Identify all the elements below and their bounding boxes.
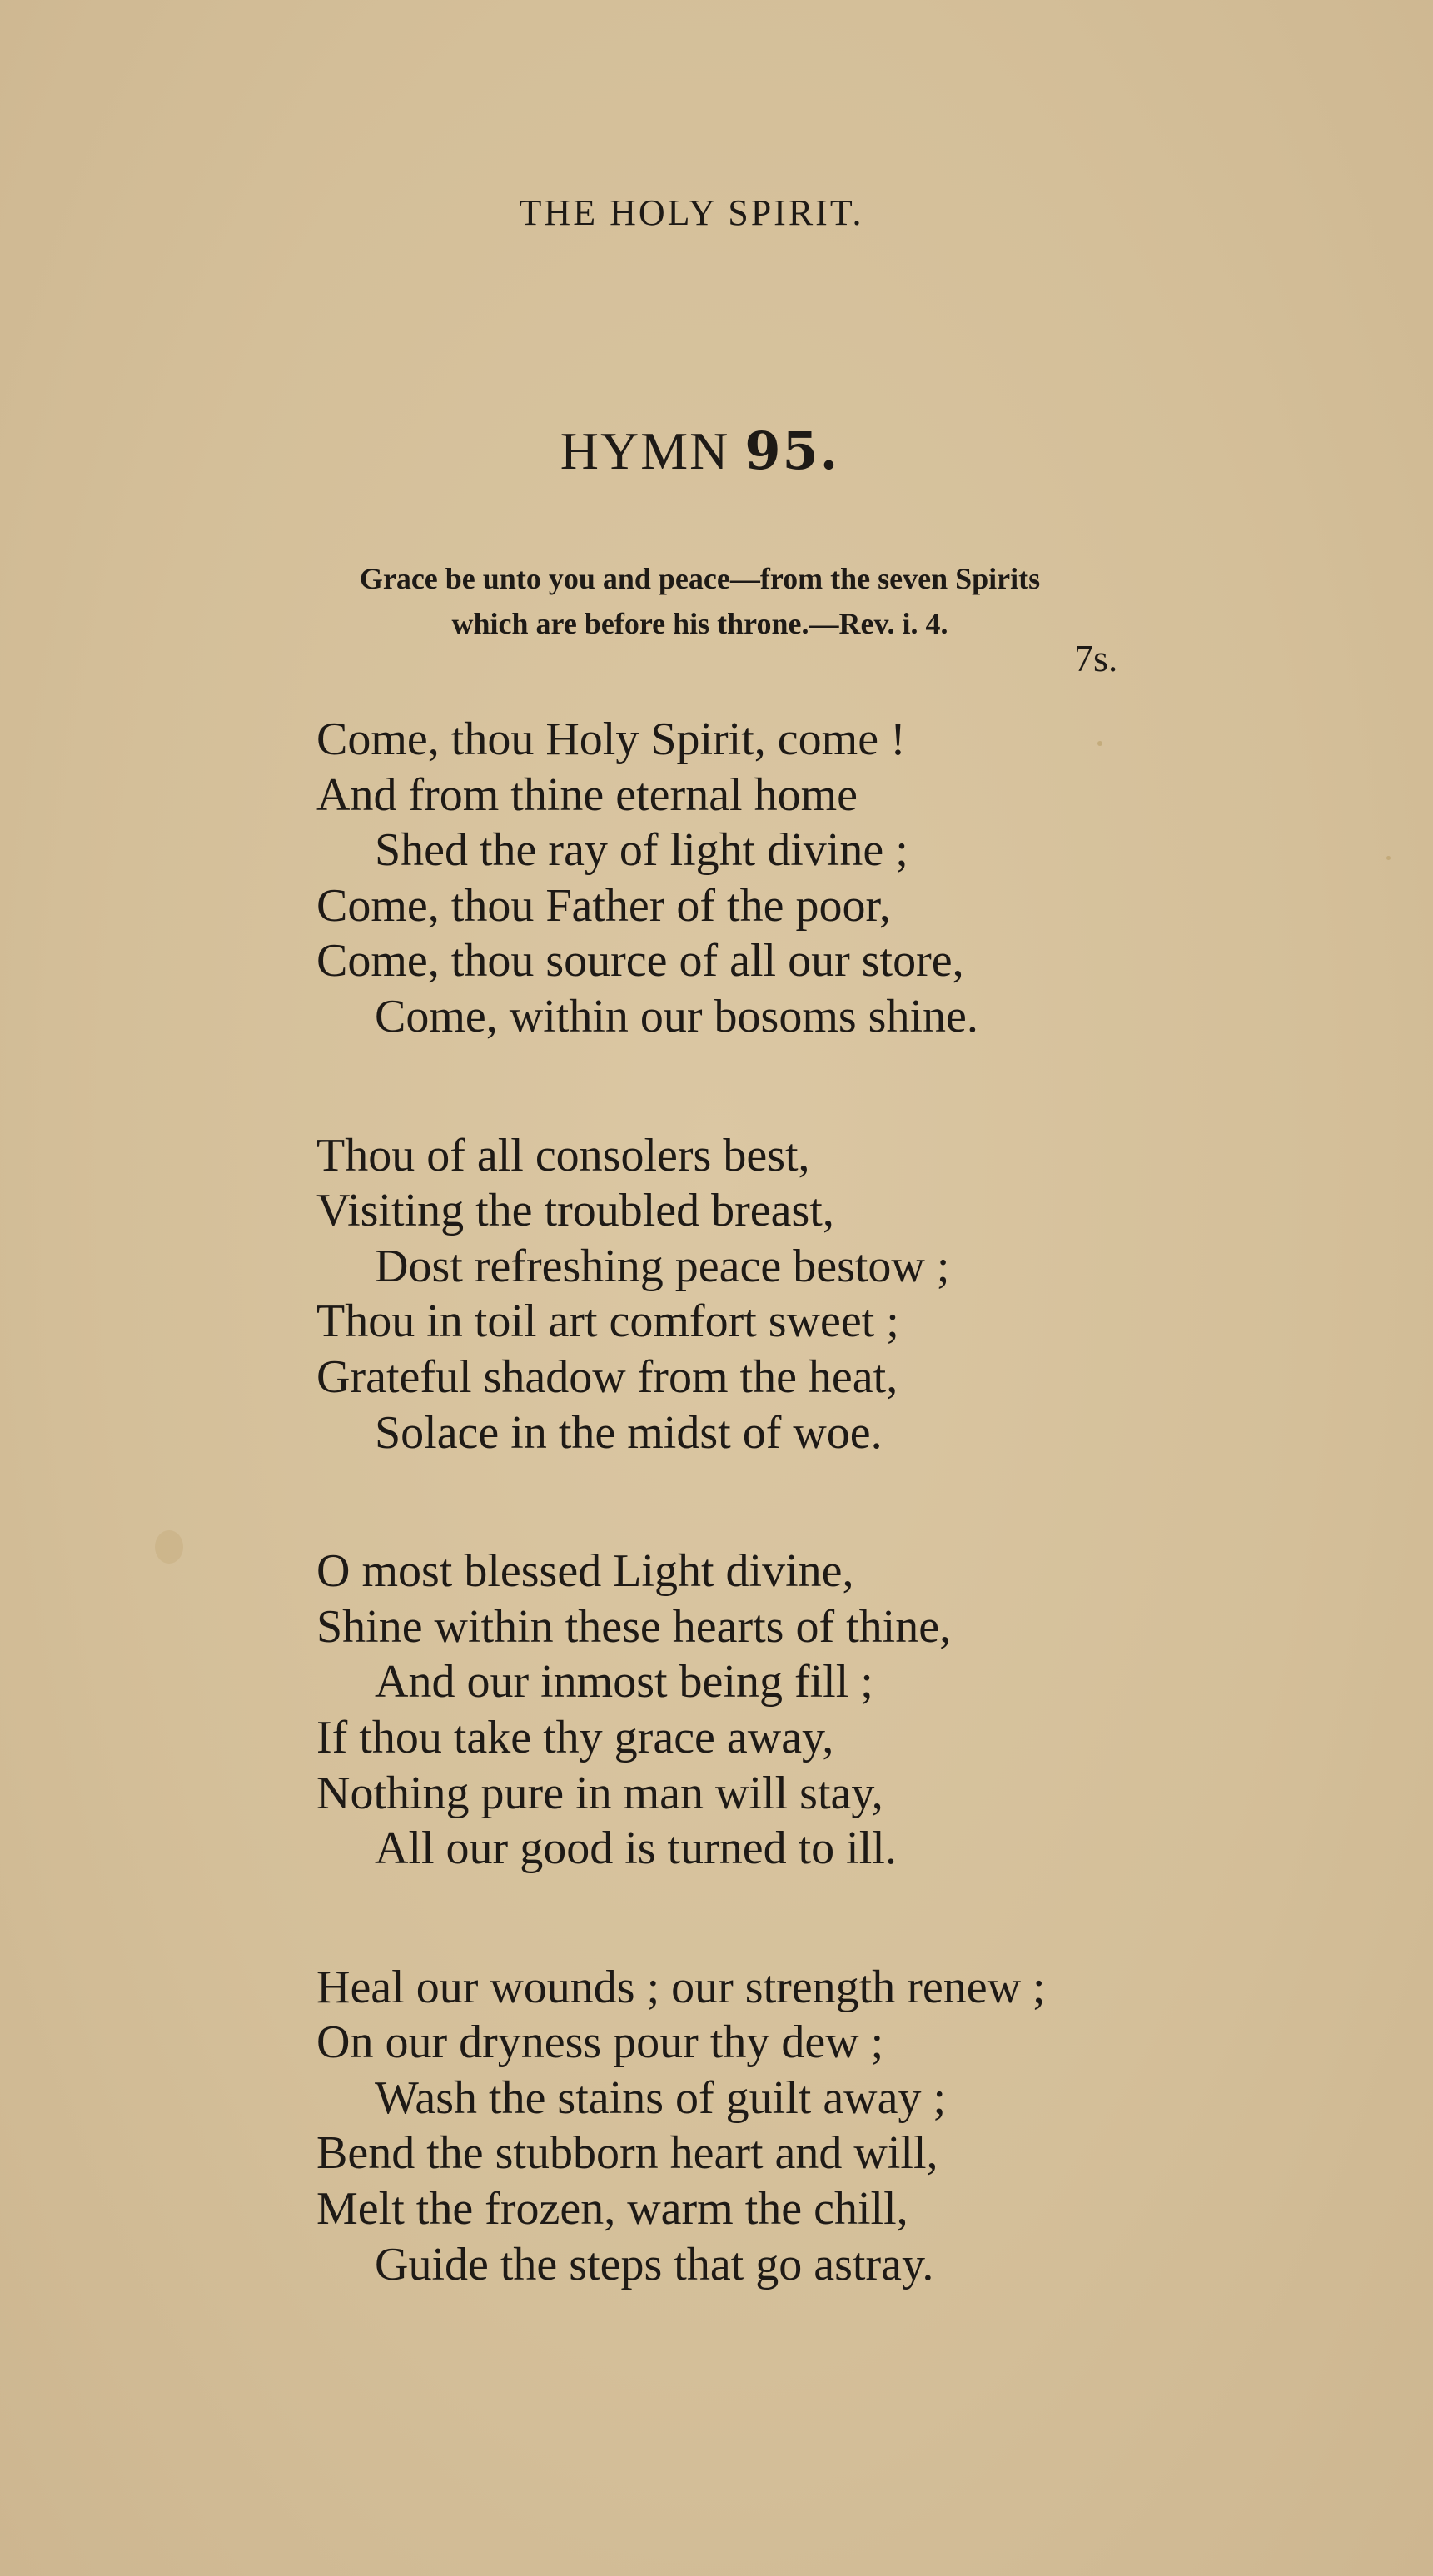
stanza-2 <box>316 1128 1266 1461</box>
verse-line: Come, thou source of all our store, <box>316 935 964 987</box>
verse-line: O most blessed Light divine, <box>316 1545 854 1598</box>
verse-line: On our dryness pour thy dew ; <box>316 2017 884 2069</box>
verse-line: Come, within our bosoms shine. <box>375 990 978 1042</box>
verse-line: Shed the ray of light divine ; <box>375 824 908 877</box>
epigraph-line: which are before his throne.—Rev. i. 4. <box>451 607 948 640</box>
epigraph <box>0 556 1416 646</box>
verse-line: Heal our wounds ; our strength renew ; <box>316 1961 1046 2013</box>
hymn-title <box>0 420 1416 482</box>
verse-line: Shine within these hearts of thine, <box>316 1600 952 1653</box>
hymn-label: HYMN <box>560 421 730 480</box>
verse-line: Come, thou Holy Spirit, come ! <box>316 714 906 765</box>
verse-line: Come, thou Father of the poor, <box>316 879 891 932</box>
stanza-1 <box>316 712 1266 1045</box>
verse-line: Thou in toil art comfort sweet ; <box>316 1295 899 1348</box>
stanza-4 <box>316 1960 1266 2293</box>
paper-speck <box>1386 856 1391 860</box>
meter-label: 7s. <box>1074 637 1118 679</box>
verse-line: And our inmost being fill ; <box>375 1656 873 1708</box>
verse-line: Melt the frozen, warm the chill, <box>316 2183 908 2235</box>
epigraph-line: Grace be unto you and peace—from the seven Spirits <box>359 562 1041 595</box>
verse-line: Thou of all consolers best, <box>316 1129 810 1181</box>
verse-line: Visiting the troubled breast, <box>316 1185 834 1237</box>
verse-line: All our good is turned to ill. <box>375 1823 897 1875</box>
running-head: THE HOLY SPIRIT. <box>519 192 864 233</box>
verse-line: Grateful shadow from the heat, <box>316 1350 898 1403</box>
hymn-verses <box>316 712 1266 2375</box>
verse-line: Guide the steps that go astray. <box>375 2238 934 2290</box>
verse-line: If thou take thy grace away, <box>316 1711 834 1763</box>
stanza-3 <box>316 1544 1266 1877</box>
paper-speck <box>155 1530 183 1564</box>
verse-line: And from thine eternal home <box>316 768 858 821</box>
verse-line: Wash the stains of guilt away ; <box>375 2071 947 2124</box>
verse-line: Nothing pure in man will stay, <box>316 1767 883 1819</box>
verse-line: Bend the stubborn heart and will, <box>316 2127 938 2180</box>
verse-line: Solace in the midst of woe. <box>375 1406 883 1459</box>
verse-line: Dost refreshing peace bestow ; <box>375 1240 950 1292</box>
hymn-number: 95. <box>744 420 840 481</box>
